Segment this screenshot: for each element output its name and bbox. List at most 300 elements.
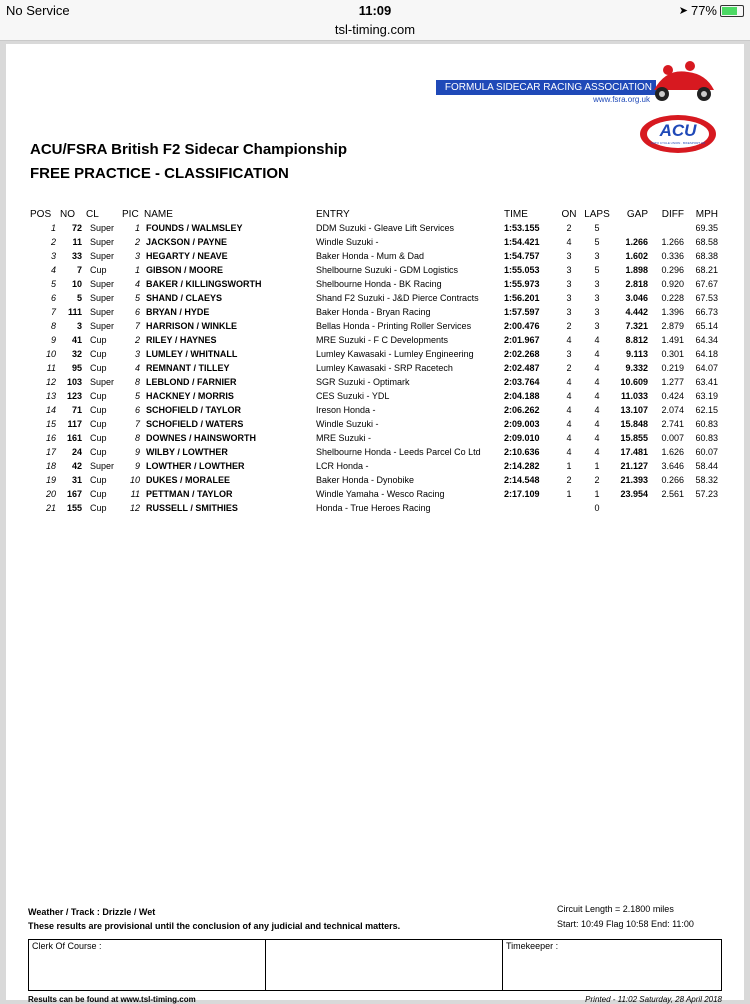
cell-mph: 64.34: [695, 335, 718, 345]
cell-mph: 64.18: [695, 349, 718, 359]
cell-cl: Super: [90, 377, 115, 387]
cell-gap: 2.818: [625, 279, 648, 289]
cell-no: 161: [66, 433, 82, 443]
table-row: [28, 389, 720, 403]
cell-no: 5: [76, 293, 82, 303]
cell-cl: Super: [90, 321, 115, 331]
cell-no: 167: [66, 489, 82, 499]
cell-pos: 7: [50, 307, 56, 317]
cell-diff: 0.007: [661, 433, 684, 443]
battery-percent: 77%: [690, 3, 717, 18]
cell-mph: 57.23: [695, 489, 718, 499]
cell-name: SCHOFIELD / TAYLOR: [146, 405, 242, 415]
cell-gap: 1.602: [625, 251, 648, 261]
timekeeper-cell: Timekeeper :: [506, 941, 559, 951]
cell-entry: Baker Honda - Bryan Racing: [316, 307, 431, 317]
table-row: [28, 473, 720, 487]
cell-diff: 0.296: [661, 265, 684, 275]
cell-entry: LCR Honda -: [316, 461, 369, 471]
cell-entry: Windle Yamaha - Wesco Racing: [316, 489, 445, 499]
cell-time: 2:03.764: [504, 377, 540, 387]
cell-laps: 4: [594, 447, 600, 457]
cell-entry: DDM Suzuki - Gleave Lift Services: [316, 223, 455, 233]
col-no: NO: [60, 208, 75, 220]
signature-blank-cell: [266, 940, 503, 990]
cell-mph: 62.15: [695, 405, 718, 415]
cell-laps: 4: [594, 419, 600, 429]
col-diff: DIFF: [661, 208, 684, 220]
cell-on: 4: [566, 377, 572, 387]
cell-name: LEBLOND / FARNIER: [146, 377, 237, 387]
cell-time: [502, 501, 558, 515]
cell-no: 7: [76, 265, 82, 275]
cell-gap: 13.107: [620, 405, 648, 415]
cell-laps: 3: [594, 321, 600, 331]
cell-laps: 4: [594, 349, 600, 359]
table-row: [28, 487, 720, 501]
cell-pos: 13: [45, 391, 56, 401]
cell-gap: 1.898: [625, 265, 648, 275]
cell-gap: 9.113: [625, 349, 648, 359]
cell-time: 2:04.188: [504, 391, 540, 401]
cell-time: 2:01.967: [504, 335, 540, 345]
cell-no: 71: [71, 405, 82, 415]
cell-entry: Shelbourne Honda - Leeds Parcel Co Ltd: [316, 447, 481, 457]
table-row: [28, 305, 720, 319]
table-row: [28, 445, 720, 459]
cell-on: 4: [566, 237, 572, 247]
table-row: [28, 361, 720, 375]
cell-laps: 1: [594, 461, 600, 471]
col-name: NAME: [144, 208, 173, 220]
col-pos: POS: [30, 208, 52, 220]
table-row: [28, 263, 720, 277]
cell-time: 1:54.757: [504, 251, 540, 261]
table-row: [28, 431, 720, 445]
cell-name: JACKSON / PAYNE: [146, 237, 228, 247]
cell-no: 103: [66, 377, 82, 387]
cell-name: REMNANT / TILLEY: [146, 363, 230, 373]
cell-mph: 60.07: [695, 447, 718, 457]
cell-pic: 1: [134, 223, 140, 233]
cell-diff: 0.424: [661, 391, 684, 401]
cell-on: 2: [566, 475, 572, 485]
cell-laps: 4: [594, 335, 600, 345]
cell-laps: 3: [594, 279, 600, 289]
cell-pic: 3: [134, 349, 140, 359]
cell-entry: Ireson Honda -: [316, 405, 376, 415]
cell-pos: 9: [50, 335, 56, 345]
cell-entry: SGR Suzuki - Optimark: [316, 377, 410, 387]
cell-on: [558, 501, 580, 515]
cell-mph: 66.73: [695, 307, 718, 317]
col-mph: MPH: [695, 208, 718, 220]
printed-timestamp: Printed - 11:02 Saturday, 28 April 2018: [585, 995, 722, 1004]
cell-cl: Cup: [90, 447, 107, 457]
table-row: [28, 291, 720, 305]
cell-laps: 3: [594, 307, 600, 317]
cell-entry: Bellas Honda - Printing Roller Services: [316, 321, 472, 331]
cell-name: DOWNES / HAINSWORTH: [146, 433, 256, 443]
cell-laps: 4: [594, 391, 600, 401]
cell-diff: 3.646: [661, 461, 684, 471]
cell-name: LOWTHER / LOWTHER: [146, 461, 245, 471]
cell-no: 117: [67, 419, 82, 429]
table-row: [28, 459, 720, 473]
cell-no: 11: [72, 237, 82, 247]
cell-cl: Cup: [90, 349, 107, 359]
cell-gap: 9.332: [625, 363, 648, 373]
cell-mph: 67.53: [695, 293, 718, 303]
cell-diff: 1.626: [661, 447, 684, 457]
cell-pic: 4: [134, 279, 140, 289]
cell-name: BAKER / KILLINGSWORTH: [146, 279, 262, 289]
sidecar-icon: [648, 60, 718, 104]
cell-entry: Baker Honda - Mum & Dad: [316, 251, 425, 261]
cell-time: 2:06.262: [504, 405, 540, 415]
cell-mph: 63.19: [695, 391, 718, 401]
col-on: ON: [561, 208, 577, 220]
carrier-text: No Service: [6, 3, 70, 18]
cell-gap: 15.855: [620, 433, 648, 443]
signature-box: [28, 939, 722, 991]
cell-cl: Super: [90, 461, 115, 471]
cell-pos: 11: [46, 363, 56, 373]
cell-pos: 17: [45, 447, 56, 457]
cell-on: 2: [566, 363, 572, 373]
cell-cl: Super: [90, 279, 115, 289]
cell-gap: [614, 221, 650, 235]
cell-on: 4: [566, 391, 572, 401]
cell-mph: 58.44: [695, 461, 718, 471]
cell-laps: 1: [594, 489, 600, 499]
cell-no: 33: [71, 251, 82, 261]
cell-pos: 5: [50, 279, 56, 289]
cell-pic: 2: [134, 335, 140, 345]
fsra-title: FORMULA SIDECAR RACING ASSOCIATION: [436, 80, 656, 95]
cell-mph: 67.67: [695, 279, 718, 289]
cell-pos: 16: [45, 433, 56, 443]
cell-on: 3: [566, 293, 572, 303]
cell-on: 4: [566, 405, 572, 415]
cell-gap: 4.442: [625, 307, 648, 317]
cell-pos: 14: [45, 405, 56, 415]
cell-cl: Cup: [90, 265, 107, 275]
cell-mph: 60.83: [695, 419, 718, 429]
cell-on: 4: [566, 335, 572, 345]
cell-laps: 4: [594, 363, 600, 373]
cell-pic: 7: [134, 419, 140, 429]
cell-mph: 63.41: [695, 377, 718, 387]
table-header: [28, 207, 720, 221]
cell-gap: 15.848: [620, 419, 648, 429]
cell-time: 2:14.548: [504, 475, 540, 485]
cell-laps: 5: [594, 237, 600, 247]
cell-pos: 21: [45, 503, 56, 513]
session-times: Start: 10:49 Flag 10:58 End: 11:00: [557, 919, 694, 929]
address-bar[interactable]: [0, 20, 750, 41]
cell-cl: Cup: [90, 489, 107, 499]
cell-name: DUKES / MORALEE: [146, 475, 231, 485]
cell-pic: 9: [134, 461, 140, 471]
cell-name: SCHOFIELD / WATERS: [146, 419, 244, 429]
cell-no: 10: [71, 279, 82, 289]
cell-time: 1:56.201: [504, 293, 540, 303]
cell-diff: [650, 221, 686, 235]
cell-on: 2: [566, 321, 572, 331]
cell-cl: Super: [90, 237, 115, 247]
table-body: [28, 221, 720, 515]
cell-on: 3: [566, 307, 572, 317]
cell-pos: 1: [50, 223, 56, 233]
cell-diff: 1.396: [661, 307, 684, 317]
col-laps: LAPS: [584, 208, 610, 220]
clock-text: 11:09: [358, 3, 392, 18]
table-row: [28, 277, 720, 291]
cell-diff: 1.266: [661, 237, 684, 247]
cell-pos: 2: [50, 237, 56, 247]
cell-pic: 4: [134, 363, 140, 373]
cell-name: GIBSON / MOORE: [146, 265, 224, 275]
cell-gap: [614, 501, 650, 515]
cell-cl: Cup: [90, 433, 107, 443]
cell-entry: Lumley Kawasaki - Lumley Engineering: [316, 349, 474, 359]
cell-pos: 4: [50, 265, 56, 275]
cell-no: 32: [71, 349, 82, 359]
cell-pic: 11: [130, 489, 140, 499]
cell-name: PETTMAN / TAYLOR: [146, 489, 233, 499]
cell-on: 3: [566, 279, 572, 289]
cell-pic: 8: [134, 377, 140, 387]
cell-cl: Cup: [90, 335, 107, 345]
table-row: [28, 403, 720, 417]
col-cl: CL: [86, 208, 99, 220]
cell-on: 3: [566, 349, 572, 359]
cell-on: 3: [566, 265, 572, 275]
cell-laps: 4: [594, 405, 600, 415]
col-entry: ENTRY: [316, 208, 350, 220]
cell-diff: 2.074: [661, 405, 684, 415]
clerk-of-course-cell: Clerk Of Course :: [29, 940, 266, 990]
cell-diff: 2.741: [661, 419, 684, 429]
cell-pos: 19: [45, 475, 56, 485]
cell-diff: 0.228: [661, 293, 684, 303]
table-row: [28, 221, 720, 235]
cell-diff: 2.561: [661, 489, 684, 499]
cell-on: 1: [566, 489, 572, 499]
cell-entry: Honda - True Heroes Racing: [316, 503, 431, 513]
cell-pic: 10: [129, 475, 140, 485]
url-text[interactable]: tsl-timing.com: [334, 22, 416, 37]
cell-no: 42: [71, 461, 82, 471]
cell-mph: 68.21: [695, 265, 718, 275]
cell-time: 2:00.476: [504, 321, 540, 331]
cell-on: 3: [566, 251, 572, 261]
table-row: [28, 333, 720, 347]
cell-name: SHAND / CLAEYS: [146, 293, 223, 303]
cell-pic: 6: [134, 405, 140, 415]
fsra-url: www.fsra.org.uk: [593, 95, 650, 104]
cell-mph: [686, 501, 720, 515]
cell-no: 155: [66, 503, 82, 513]
table-row: [28, 319, 720, 333]
cell-diff: 1.277: [661, 377, 684, 387]
cell-gap: 8.812: [625, 335, 648, 345]
cell-mph: 68.58: [695, 237, 718, 247]
cell-diff: 0.336: [661, 251, 684, 261]
cell-no: 24: [71, 447, 82, 457]
cell-entry: Baker Honda - Dynobike: [316, 475, 415, 485]
results-url-note[interactable]: Results can be found at www.tsl-timing.com: [28, 995, 196, 1004]
battery-fill: [722, 7, 737, 15]
cell-no: 3: [76, 321, 82, 331]
cell-pic: 6: [134, 307, 140, 317]
cell-cl: Super: [90, 223, 115, 233]
cell-pic: 1: [134, 265, 140, 275]
cell-pos: 18: [45, 461, 56, 471]
fsra-logo: [436, 80, 656, 104]
cell-laps: 5: [594, 265, 600, 275]
cell-name: WILBY / LOWTHER: [146, 447, 228, 457]
cell-on: 4: [566, 419, 572, 429]
cell-cl: Cup: [90, 503, 107, 513]
cell-laps: 3: [594, 251, 600, 261]
cell-entry: Windle Suzuki -: [316, 419, 379, 429]
cell-name: LUMLEY / WHITNALL: [146, 349, 238, 359]
weather-text: Weather / Track : Drizzle / Wet: [28, 907, 156, 917]
cell-time: 2:09.010: [504, 433, 540, 443]
cell-name: RILEY / HAYNES: [146, 335, 217, 345]
cell-diff: [650, 501, 686, 515]
cell-mph: 60.83: [695, 433, 718, 443]
cell-no: 95: [71, 363, 82, 373]
results-page: [6, 44, 744, 1004]
table-row: [28, 347, 720, 361]
cell-time: 1:54.421: [504, 237, 540, 247]
cell-diff: 0.219: [661, 363, 684, 373]
cell-gap: 21.393: [620, 475, 648, 485]
cell-diff: 2.879: [661, 321, 684, 331]
cell-pic: 3: [134, 251, 140, 261]
cell-laps: 2: [594, 475, 600, 485]
cell-gap: 17.481: [620, 447, 648, 457]
cell-no: 72: [71, 223, 82, 233]
battery-icon: [720, 5, 744, 17]
cell-time: 2:02.487: [504, 363, 540, 373]
acu-subtitle: AUTO CYCLE UNION · BIKESPORT GB: [650, 141, 706, 145]
cell-pos: 3: [50, 251, 56, 261]
cell-no: 41: [71, 335, 82, 345]
cell-pos: 10: [45, 349, 56, 359]
cell-cl: Super: [90, 293, 115, 303]
cell-cl: Cup: [90, 363, 107, 373]
cell-no: 31: [71, 475, 82, 485]
cell-diff: 0.266: [661, 475, 684, 485]
cell-cl: Cup: [90, 419, 107, 429]
cell-gap: 1.266: [625, 237, 648, 247]
cell-pic: 5: [134, 293, 140, 303]
cell-name: BRYAN / HYDE: [146, 307, 210, 317]
provisional-note: These results are provisional until the conclusion of any judicial and technical matters.: [28, 921, 401, 931]
table-row: [28, 249, 720, 263]
cell-on: 1: [566, 461, 572, 471]
cell-laps: 5: [594, 223, 600, 233]
cell-gap: 10.609: [620, 377, 648, 387]
cell-mph: 68.38: [695, 251, 718, 261]
cell-laps: 0: [594, 503, 600, 513]
acu-text: ACU: [659, 121, 697, 140]
cell-gap: 23.954: [620, 489, 648, 499]
cell-pos: 20: [45, 489, 56, 499]
status-bar: [0, 0, 750, 20]
col-gap: GAP: [626, 208, 648, 220]
cell-no: 123: [66, 391, 82, 401]
cell-gap: 11.033: [620, 391, 648, 401]
cell-entry: CES Suzuki - YDL: [316, 391, 390, 401]
col-time: TIME: [504, 208, 528, 220]
cell-name: HARRISON / WINKLE: [146, 321, 237, 331]
cell-pos: 6: [50, 293, 56, 303]
cell-on: 4: [566, 433, 572, 443]
cell-on: 2: [566, 223, 572, 233]
cell-cl: Super: [90, 307, 115, 317]
cell-diff: 1.491: [661, 335, 684, 345]
cell-laps: 4: [594, 433, 600, 443]
session-title: FREE PRACTICE - CLASSIFICATION: [30, 165, 289, 182]
cell-name: HACKNEY / MORRIS: [146, 391, 234, 401]
cell-gap: 21.127: [620, 461, 648, 471]
cell-name: FOUNDS / WALMSLEY: [146, 223, 243, 233]
table-row: [28, 375, 720, 389]
cell-no: 111: [67, 307, 82, 317]
cell-mph: 69.35: [695, 223, 718, 233]
cell-time: 2:02.268: [504, 349, 540, 359]
cell-laps: 3: [594, 293, 600, 303]
cell-time: 1:55.973: [504, 279, 540, 289]
cell-gap: 3.046: [625, 293, 648, 303]
cell-cl: Cup: [90, 391, 107, 401]
cell-entry: Shelbourne Suzuki - GDM Logistics: [316, 265, 459, 275]
table-row: [28, 417, 720, 431]
cell-mph: 65.14: [695, 321, 718, 331]
cell-mph: 64.07: [695, 363, 718, 373]
circuit-length: Circuit Length = 2.1800 miles: [557, 904, 674, 914]
cell-time: 1:55.053: [504, 265, 540, 275]
cell-time: 2:17.109: [504, 489, 540, 499]
cell-laps: 4: [594, 377, 600, 387]
cell-cl: Super: [90, 251, 115, 261]
cell-pos: 15: [45, 419, 56, 429]
cell-entry: Windle Suzuki -: [316, 237, 379, 247]
championship-title: ACU/FSRA British F2 Sidecar Championship: [30, 141, 347, 158]
cell-diff: 0.301: [661, 349, 684, 359]
cell-pic: 9: [134, 447, 140, 457]
status-right: [679, 3, 744, 18]
table-row: [28, 235, 720, 249]
cell-time: 1:53.155: [504, 223, 540, 233]
cell-cl: Cup: [90, 405, 107, 415]
cell-gap: 7.321: [625, 321, 648, 331]
cell-entry: Shand F2 Suzuki - J&D Pierce Contracts: [316, 293, 479, 303]
results-table: [28, 207, 720, 515]
cell-cl: Cup: [90, 475, 107, 485]
cell-time: 2:10.636: [504, 447, 540, 457]
location-icon: ➤: [678, 5, 688, 17]
cell-pos: 12: [45, 377, 56, 387]
cell-pic: 8: [134, 433, 140, 443]
cell-entry: MRE Suzuki - F C Developments: [316, 335, 449, 345]
cell-on: 4: [566, 447, 572, 457]
